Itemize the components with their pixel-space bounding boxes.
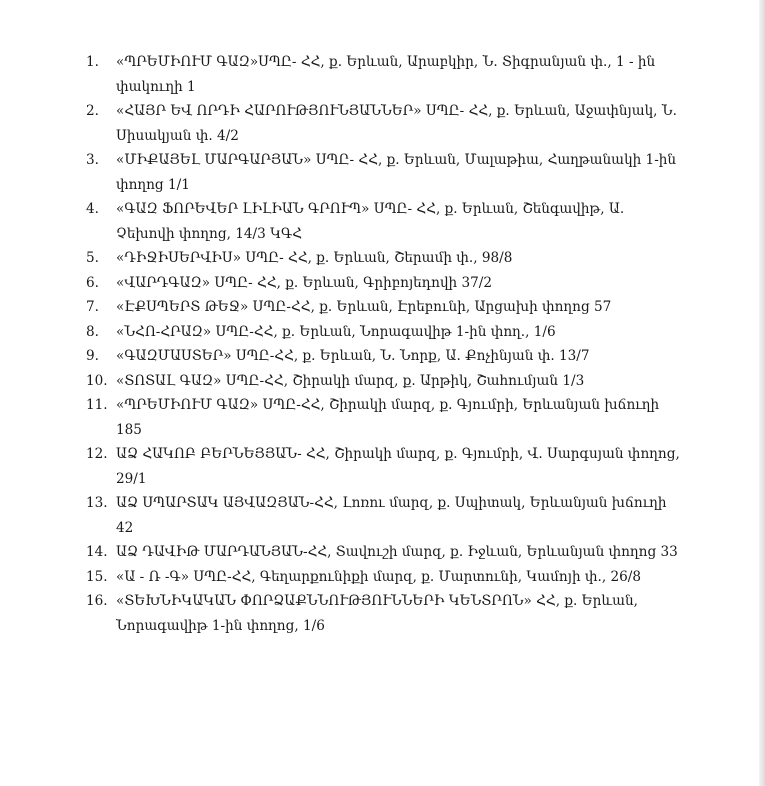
item-text: «ՄԻՔԱՅԵԼ ՄԱՐԳԱՐՅԱՆ» ՍՊԸ- ՀՀ, ք. Երևան, Մալաթիա, Հաղթանակի 1-ին փողոց 1/1 [116,152,677,193]
item-text: «ՎԱՐԴԳԱԶ» ՍՊԸ- ՀՀ, ք. Երևան, Գրիբոյեդովի 37/2 [116,274,493,291]
item-number: 10. [86,372,108,389]
list-item [86,491,686,540]
item-number: 7. [86,299,99,315]
list-item [86,565,686,590]
item-number: 16. [86,593,108,609]
item-number: 3. [86,152,99,168]
item-number: 6. [86,274,99,291]
item-number: 2. [86,103,99,119]
list-item [86,271,686,296]
address-list [86,50,686,638]
item-text: «ՏՈՏԱԼ ԳԱԶ» ՍՊԸ-ՀՀ, Շիրակի մարզ, ք. Արթիկ, Շահումյան 1/3 [116,372,585,389]
item-text: ԱՁ ՀԱԿՈԲ ԲԵՐՆԵՅՅԱՆ- ՀՀ, Շիրակի մարզ, ք. Գյումրի, Վ. Սարգսյան փողոց, 29/1 [116,446,680,487]
list-item [86,540,686,565]
list-item [86,393,686,442]
item-text: «ՊՐԵՄԻՈՒՄ ԳԱԶ» ՍՊԸ-ՀՀ, Շիրակի մարզ, ք. Գյումրի, Երևանյան խճուղի 185 [116,397,660,438]
list-item [86,589,686,638]
item-text: ԱՁ ՍՊԱՐՏԱԿ ԱՅՎԱԶՅԱՆ-ՀՀ, Լոռու մարզ, ք. Սպիտակ, Երևանյան խճուղի 42 [116,495,667,536]
item-text: «Ա - Ռ -Գ» ՍՊԸ-ՀՀ, Գեղարքունիքի մարզ, ք. Մարտունի, Կամոյի փ., 26/8 [116,568,642,585]
item-number: 12. [86,446,108,462]
item-number: 13. [86,495,108,511]
item-number: 9. [86,348,99,364]
item-text: «ԳԱԶ ՖՈՐԵՎԵՐ ԼԻԼԻԱՆ ԳՐՈՒՊ» ՍՊԸ- ՀՀ, ք. Երևան, Շենգավիթ, Ա. Չեխովի փողոց, 14/3 ԿԳՀ [116,201,625,242]
list-item [86,197,686,246]
item-text: «ՀԱՅՐ ԵՎ ՈՐԴԻ ՀԱՐՈՒԹՅՈՒՆՅԱՆՆԵՐ» ՍՊԸ- ՀՀ, ք. Երևան, Աջափնյակ, Ն. Սիսակյան փ. 4/2 [116,103,677,144]
list-item [86,50,686,99]
item-number: 1. [86,54,99,70]
item-number: 11. [86,397,108,413]
item-text: «ԳԱԶՄԱՍՏԵՐ» ՍՊԸ-ՀՀ, ք. Երևան, Ն. Նորք, Ա. Քոչինյան փ. 13/7 [116,348,590,364]
item-number: 14. [86,544,108,560]
item-number: 5. [86,250,99,266]
item-number: 8. [86,323,99,340]
list-item [86,246,686,271]
item-text: ԱՁ ԴԱՎԻԹ ՄԱՐԴԱՆՅԱՆ-ՀՀ, Տավուշի մարզ, ք. Իջևան, Երևանյան փողոց 33 [116,544,678,560]
item-text: «ՏԵԽՆԻԿԱԿԱՆ ՓՈՐՁԱՔՆՆՈՒԹՅՈՒՆՆԵՐԻ ԿԵՆՏՐՈՆ» ՀՀ, ք. Երևան, Նորագավիթ 1-ին փողոց, 1/6 [116,593,638,634]
item-number: 15. [86,568,108,585]
list-item [86,320,686,345]
list-item [86,295,686,320]
list-item [86,99,686,148]
item-text: «ԴԻՋԻՍԵՐՎԻՍ» ՍՊԸ- ՀՀ, ք. Երևան, Շերամի փ., 98/8 [116,250,513,266]
page-edge-shadow [759,0,765,786]
item-number: 4. [86,201,99,217]
list-item [86,344,686,369]
item-text: «ԷՔՍՊԵՐՏ ԹԵՋ» ՍՊԸ-ՀՀ, ք. Երևան, Էրեբունի, Արցախի փողոց 57 [116,299,612,315]
list-item [86,369,686,394]
list-item [86,442,686,491]
item-text: «ՆՀՈ-ՀՐԱԶ» ՍՊԸ-ՀՀ, ք. Երևան, Նորագավիթ 1-ին փող., 1/6 [116,323,556,340]
list-item [86,148,686,197]
item-text: «ՊՐԵՄԻՈՒՄ ԳԱԶ»ՍՊԸ- ՀՀ, ք. Երևան, Արաբկիր, Ն. Տիգրանյան փ., 1 - ին փակուղի 1 [116,54,656,95]
